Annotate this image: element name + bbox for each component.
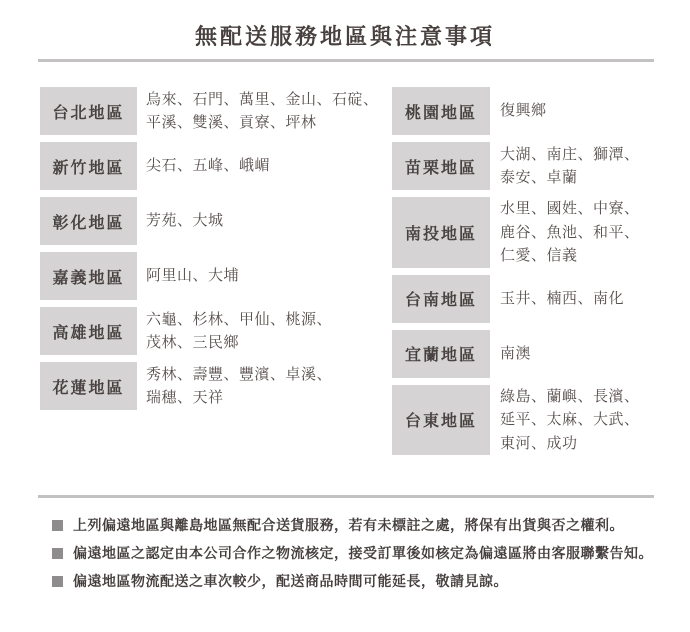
region-areas xyxy=(500,143,640,190)
note-text: 偏遠地區物流配送之車次較少，配送商品時間可能延長，敬請見諒。 xyxy=(73,573,508,589)
region-areas-line: 秀林、壽豐、豐濱、卓溪、 xyxy=(146,365,333,383)
region-row xyxy=(40,87,380,135)
region-row xyxy=(392,87,662,135)
region-row xyxy=(40,362,380,410)
notes-divider xyxy=(38,495,654,498)
note-row xyxy=(38,516,668,535)
region-columns xyxy=(40,87,662,455)
note-row xyxy=(38,572,668,591)
region-areas xyxy=(146,209,224,233)
region-areas xyxy=(146,308,332,355)
region-areas-line: 泰安、卓蘭 xyxy=(500,169,578,186)
region-areas xyxy=(500,197,640,268)
region-areas-line: 茂林、三民鄉 xyxy=(146,334,240,351)
note-text: 上列偏遠地區與離島地區無配合送貨服務，若有未標註之處，將保有出貨與否之權利。 xyxy=(73,517,624,533)
region-areas xyxy=(146,363,332,410)
square-bullet-icon xyxy=(52,548,63,559)
region-label: 台東地區 xyxy=(392,385,490,456)
region-areas xyxy=(500,287,624,311)
region-row xyxy=(392,275,662,323)
region-label: 嘉義地區 xyxy=(40,252,137,300)
region-label: 桃園地區 xyxy=(392,87,490,135)
region-areas-line: 平溪、雙溪、貢寮、坪林 xyxy=(146,114,317,131)
region-areas-line: 鹿谷、魚池、和平、 xyxy=(500,223,640,241)
region-areas xyxy=(500,385,640,456)
region-areas xyxy=(146,154,270,178)
region-row xyxy=(392,142,662,190)
region-areas-line: 大湖、南庄、獅潭、 xyxy=(500,145,640,163)
square-bullet-icon xyxy=(52,520,63,531)
region-label: 南投地區 xyxy=(392,197,490,268)
region-row xyxy=(392,330,662,378)
region-areas xyxy=(500,342,531,366)
region-areas-line: 瑞穗、天祥 xyxy=(146,389,224,406)
region-areas-line: 綠島、蘭嶼、長濱、 xyxy=(500,387,640,405)
region-areas-line: 烏來、石門、萬里、金山、石碇、 xyxy=(146,90,379,108)
region-areas xyxy=(146,264,239,288)
region-row xyxy=(40,142,380,190)
region-label: 新竹地區 xyxy=(40,142,137,190)
region-row xyxy=(392,385,662,456)
region-areas-line: 仁愛、信義 xyxy=(500,247,578,264)
region-label: 苗栗地區 xyxy=(392,142,490,190)
region-row xyxy=(40,252,380,300)
page-title: 無配送服務地區與注意事項 xyxy=(194,24,495,49)
note-text: 偏遠地區之認定由本公司合作之物流核定，接受訂單後如核定為偏遠區將由客服聯繫告知。 xyxy=(73,545,653,561)
region-label: 宜蘭地區 xyxy=(392,330,490,378)
region-areas-line: 玉井、楠西、南化 xyxy=(500,289,625,307)
region-areas-line: 阿里山、大埔 xyxy=(146,267,240,285)
region-column-left xyxy=(40,87,380,410)
region-column-right xyxy=(392,87,662,455)
region-areas-line: 復興鄉 xyxy=(500,102,547,120)
region-label: 彰化地區 xyxy=(40,197,137,245)
square-bullet-icon xyxy=(52,576,63,587)
region-areas-line: 延平、太麻、大武、 xyxy=(500,411,640,428)
region-areas xyxy=(146,88,379,135)
region-label: 花蓮地區 xyxy=(40,362,137,410)
region-row xyxy=(40,307,380,355)
region-areas-line: 東河、成功 xyxy=(500,434,578,452)
region-row xyxy=(40,197,380,245)
region-areas xyxy=(500,99,547,123)
region-areas-line: 芳苑、大城 xyxy=(146,212,224,230)
region-areas-line: 六龜、杉林、甲仙、桃源、 xyxy=(146,310,333,328)
region-areas-line: 南澳 xyxy=(500,344,532,362)
region-label: 台北地區 xyxy=(40,87,137,135)
region-label: 高雄地區 xyxy=(40,307,137,355)
note-row xyxy=(38,544,668,563)
title-divider xyxy=(38,59,654,62)
region-row xyxy=(392,197,662,268)
region-areas-line: 水里、國姓、中寮、 xyxy=(500,200,640,217)
notes-list xyxy=(38,516,668,600)
region-areas-line: 尖石、五峰、峨嵋 xyxy=(146,157,271,175)
region-label: 台南地區 xyxy=(392,275,490,323)
